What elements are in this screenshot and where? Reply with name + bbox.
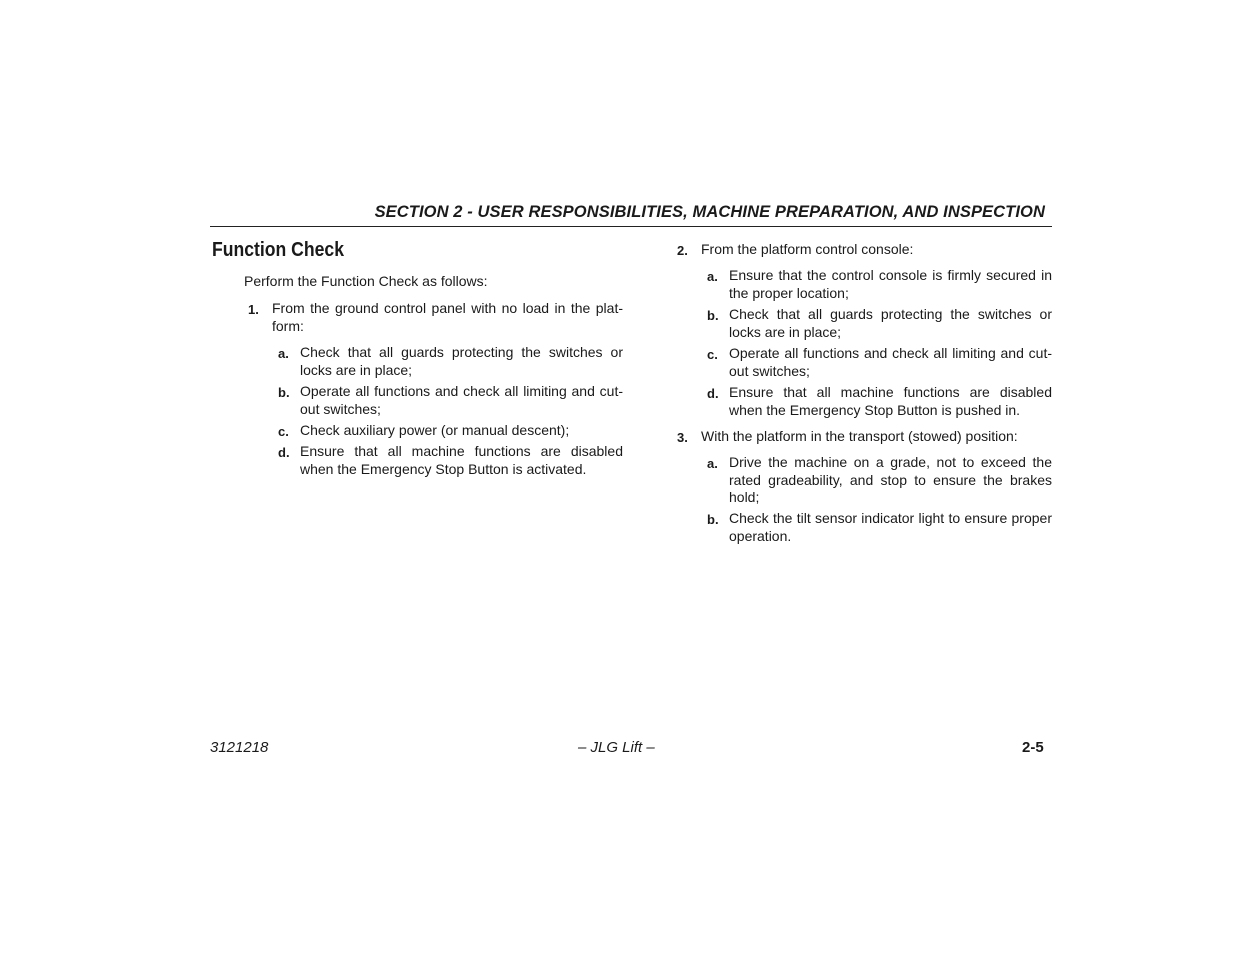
document-number: 3121218 bbox=[210, 739, 269, 756]
sub-step-text: Ensure that all machine functions are disabled when the Emergency Stop Button is pushed in. bbox=[729, 384, 1052, 418]
step-text: With the platform in the transport (stowed) position: bbox=[701, 428, 1018, 444]
sub-step-letter: b. bbox=[707, 308, 719, 323]
sub-step-letter: a. bbox=[707, 269, 718, 284]
sub-step-text: Operate all functions and check all limiting and cut-out switches; bbox=[300, 383, 623, 417]
sub-step-letter: b. bbox=[278, 385, 290, 400]
sub-step-text: Operate all functions and check all limiting and cut-out switches; bbox=[729, 345, 1052, 379]
sub-step-letter: c. bbox=[707, 347, 718, 362]
section-heading: Function Check bbox=[212, 239, 345, 261]
sub-step-text: Check auxiliary power (or manual descent); bbox=[300, 422, 570, 438]
step-text: From the ground control panel with no load in the plat-form: bbox=[272, 300, 623, 334]
intro-text: Perform the Function Check as follows: bbox=[244, 273, 488, 289]
sub-step-text: Check that all guards protecting the switches or locks are in place; bbox=[300, 344, 623, 378]
sub-step-letter: b. bbox=[707, 512, 719, 527]
sub-step-letter: a. bbox=[707, 456, 718, 471]
sub-step-text: Check that all guards protecting the switches or locks are in place; bbox=[729, 306, 1052, 340]
sub-step-text: Ensure that the control console is firmly secured in the proper location; bbox=[729, 267, 1052, 301]
step-number: 3. bbox=[677, 430, 688, 445]
section-title: SECTION 2 - USER RESPONSIBILITIES, MACHINE PREPARATION, AND INSPECTION bbox=[374, 203, 1045, 221]
step-number: 2. bbox=[677, 243, 688, 258]
sub-step-text: Drive the machine on a grade, not to exceed the rated gradeability, and stop to ensure the brakes hold; bbox=[729, 454, 1052, 505]
page-number: 2-5 bbox=[1022, 739, 1044, 756]
sub-step-letter: d. bbox=[278, 445, 290, 460]
sub-step-letter: d. bbox=[707, 386, 719, 401]
footer-brand: – JLG Lift – bbox=[578, 739, 655, 756]
page-header bbox=[210, 202, 1052, 227]
sub-step-letter: c. bbox=[278, 424, 289, 439]
sub-step-text: Ensure that all machine functions are disabled when the Emergency Stop Button is activated. bbox=[300, 443, 623, 477]
step-number: 1. bbox=[248, 302, 259, 317]
sub-step-letter: a. bbox=[278, 346, 289, 361]
sub-step-text: Check the tilt sensor indicator light to ensure proper operation. bbox=[729, 510, 1052, 544]
step-text: From the platform control console: bbox=[701, 241, 914, 257]
